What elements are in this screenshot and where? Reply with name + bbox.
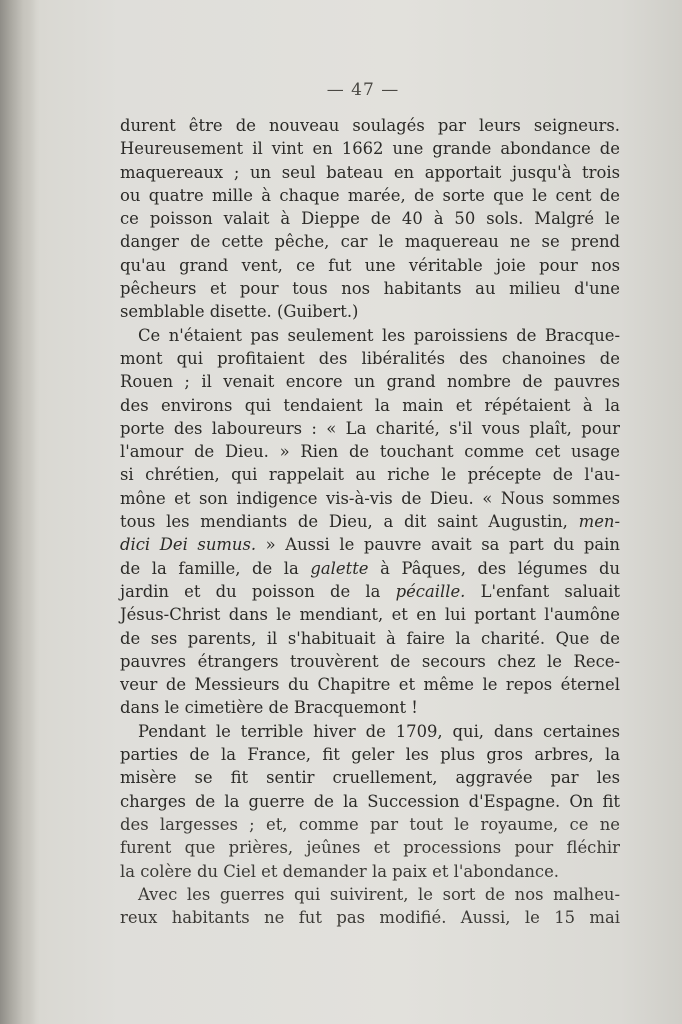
text-line: pauvres étrangers trouvèrent de secours chez le Rece-: [120, 651, 620, 671]
text-line: Pendant le terrible hiver de 1709, qui, dans certaines: [138, 721, 620, 741]
text-line: maquereaux ; un seul bateau en apportait jusqu'à trois: [120, 162, 620, 182]
text-line-augustin: [120, 510, 620, 533]
text-line: ou quatre mille à chaque marée, de sorte que le cent de: [120, 185, 620, 205]
text-line: si chrétien, qui rappelait au riche le précepte de l'au-: [120, 465, 620, 485]
page-number: — 47 —: [326, 80, 400, 100]
text-line: Avec les guerres qui suivirent, le sort de nos malheu-: [138, 884, 620, 904]
text-line: semblable disette. (Guibert.): [120, 302, 359, 322]
text-line: qu'au grand vent, ce fut une véritable joie pour nos: [120, 255, 620, 275]
text-line: misère se fit sentir cruellement, aggravée par les: [120, 768, 620, 788]
text-line: des environs qui tendaient la main et répétaient à la: [120, 395, 620, 415]
text-line-latin: [120, 533, 620, 556]
text-line: Rouen ; il venait encore un grand nombre de pauvres: [120, 372, 620, 392]
text-line: ce poisson valait à Dieppe de 40 à 50 sols. Malgré le: [120, 209, 620, 229]
italic-text: galette: [310, 558, 369, 578]
text-line: Heureusement il vint en 1662 une grande abondance de: [120, 139, 620, 159]
text-line: dans le cimetière de Bracquemont !: [120, 698, 418, 718]
text-run: jardin et du poisson de la: [120, 581, 396, 601]
text-run: à Pâques, des légumes du: [368, 558, 620, 578]
text-line: pêcheurs et pour tous nos habitants au milieu d'une: [120, 279, 620, 299]
text-line: des largesses ; et, comme par tout le royaume, ce ne: [120, 814, 620, 834]
text-run: L'enfant saluait: [465, 581, 620, 601]
text-line-pecaille: [120, 580, 620, 603]
text-line: furent que prières, jeûnes et processions pour fléchir: [120, 838, 620, 858]
italic-text: men-: [578, 512, 620, 532]
body-text: [120, 114, 620, 929]
page: [30, 0, 682, 1024]
text-line-galette: [120, 557, 620, 580]
text-run: » Aussi le pauvre avait sa part du pain: [256, 535, 620, 555]
text-line: de ses parents, il s'habituait à faire la charité. Que de: [120, 628, 620, 648]
text-line: charges de la guerre de la Succession d'Espagne. On fit: [120, 791, 620, 811]
text-line: Ce n'étaient pas seulement les paroissiens de Bracque-: [138, 325, 620, 345]
italic-text: pécaille.: [395, 581, 466, 601]
text-line: mône et son indigence vis-à-vis de Dieu. « Nous sommes: [120, 488, 620, 508]
text-line: la colère du Ciel et demander la paix et l'abondance.: [120, 861, 559, 881]
text-line: parties de la France, fit geler les plus gros arbres, la: [120, 745, 620, 765]
text-line: porte des laboureurs : « La charité, s'il vous plaît, pour: [120, 418, 620, 438]
italic-text: dici Dei sumus.: [120, 535, 257, 555]
text-line: veur de Messieurs du Chapitre et même le repos éternel: [120, 675, 620, 695]
text-line: mont qui profitaient des libéralités des chanoines de: [120, 348, 620, 368]
text-run: tous les mendiants de Dieu, a dit saint Augustin,: [120, 512, 579, 532]
text-run: de la famille, de la: [120, 558, 311, 578]
text-line: durent être de nouveau soulagés par leurs seigneurs.: [120, 116, 620, 135]
text-line: reux habitants ne fut pas modifié. Aussi, le 15 mai: [120, 908, 620, 928]
text-line: Jésus-Christ dans le mendiant, et en lui portant l'aumône: [120, 605, 620, 625]
text-line: danger de cette pêche, car le maquereau ne se prend: [120, 232, 620, 252]
text-line: l'amour de Dieu. » Rien de touchant comme cet usage: [120, 442, 620, 462]
